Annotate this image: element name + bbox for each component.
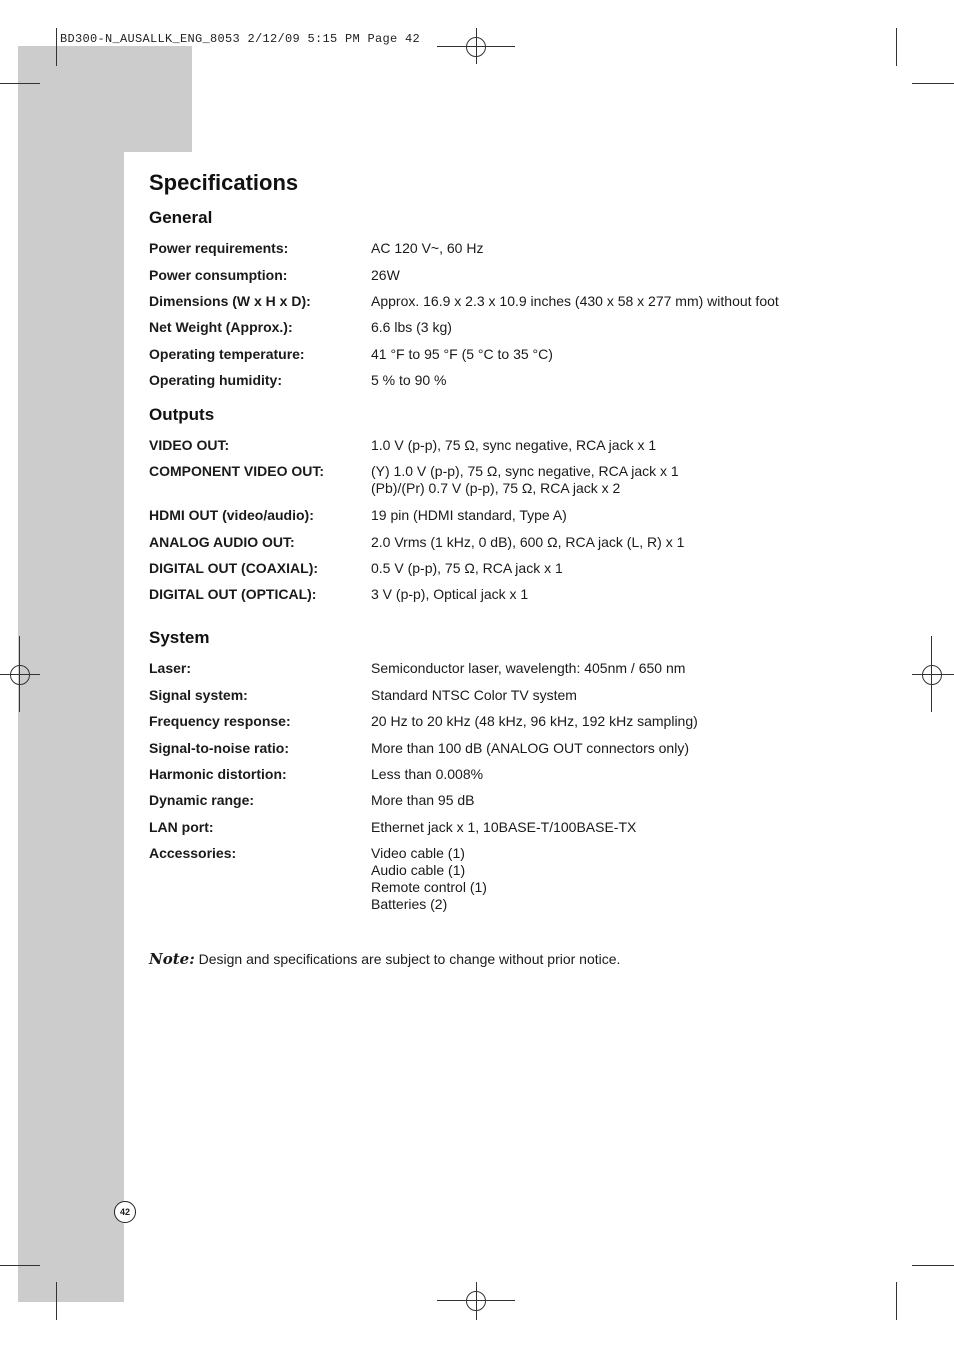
page-number: 42 <box>114 1201 136 1223</box>
spec-value <box>371 267 400 284</box>
spec-label: DIGITAL OUT (OPTICAL): <box>149 586 317 602</box>
spec-value-line: 0.5 V (p-p), 75 Ω, RCA jack x 1 <box>371 560 563 576</box>
spec-value-line: Less than 0.008% <box>371 766 484 782</box>
page-margin-band <box>18 152 124 1302</box>
spec-label: Operating humidity: <box>149 372 282 388</box>
spec-value-line: Video cable (1) <box>371 845 465 861</box>
page-margin-band-top <box>18 46 192 152</box>
spec-label: Harmonic distortion: <box>149 766 287 782</box>
spec-value <box>371 819 636 836</box>
spec-value-line: 6.6 lbs (3 kg) <box>371 319 452 335</box>
note-label: Note: <box>149 950 195 968</box>
spec-value <box>371 346 553 363</box>
spec-label: Operating temperature: <box>149 346 305 362</box>
note <box>149 950 620 968</box>
spec-value <box>371 319 452 336</box>
spec-value-line: Remote control (1) <box>371 879 487 895</box>
spec-value <box>371 792 475 809</box>
spec-value-line: More than 100 dB (ANALOG OUT connectors only) <box>371 740 689 756</box>
spec-value <box>371 463 679 497</box>
spec-value-line: (Y) 1.0 V (p-p), 75 Ω, sync negative, RCA jack x 1 <box>371 463 679 479</box>
section-title-outputs: Outputs <box>149 405 215 424</box>
note-text: Design and specifications are subject to change without prior notice. <box>198 951 621 967</box>
spec-label: VIDEO OUT: <box>149 437 230 453</box>
spec-value <box>371 740 689 757</box>
section-title-system: System <box>149 628 210 647</box>
spec-label: Power consumption: <box>149 267 288 283</box>
spec-value-line: Approx. 16.9 x 2.3 x 10.9 inches (430 x 58 x 277 mm) without foot <box>371 293 779 309</box>
spec-label: Dimensions (W x H x D): <box>149 293 311 309</box>
spec-value <box>371 766 483 783</box>
spec-value <box>371 240 483 257</box>
spec-value-line: Standard NTSC Color TV system <box>371 687 577 703</box>
page-title: Specifications <box>149 170 299 195</box>
spec-label: Dynamic range: <box>149 792 255 808</box>
spec-label: Net Weight (Approx.): <box>149 319 293 335</box>
spec-value-line: 19 pin (HDMI standard, Type A) <box>371 507 567 523</box>
spec-value <box>371 437 656 454</box>
spec-label: LAN port: <box>149 819 214 835</box>
spec-value <box>371 507 567 524</box>
spec-label: Accessories: <box>149 845 237 861</box>
spec-label: Signal system: <box>149 687 248 703</box>
spec-value <box>371 560 563 577</box>
spec-value-line: AC 120 V~, 60 Hz <box>371 240 484 256</box>
spec-value-line: 1.0 V (p-p), 75 Ω, sync negative, RCA jack x 1 <box>371 437 657 453</box>
spec-label: Frequency response: <box>149 713 291 729</box>
spec-value <box>371 293 779 310</box>
spec-value-line: Batteries (2) <box>371 896 448 912</box>
spec-value <box>371 660 685 677</box>
spec-value-line: 2.0 Vrms (1 kHz, 0 dB), 600 Ω, RCA jack (L, R) x 1 <box>371 534 685 550</box>
spec-label: ANALOG AUDIO OUT: <box>149 534 295 550</box>
spec-value-line: More than 95 dB <box>371 792 475 808</box>
spec-value-line: Audio cable (1) <box>371 862 466 878</box>
spec-value <box>371 687 577 704</box>
spec-label: DIGITAL OUT (COAXIAL): <box>149 560 319 576</box>
print-slug: BD300-N_AUSALLK_ENG_8053 2/12/09 5:15 PM Page 42 <box>60 32 421 46</box>
spec-value-line: Ethernet jack x 1, 10BASE-T/100BASE-TX <box>371 819 637 835</box>
spec-label: COMPONENT VIDEO OUT: <box>149 463 325 479</box>
spec-value-line: 3 V (p-p), Optical jack x 1 <box>371 586 529 602</box>
spec-label: Power requirements: <box>149 240 289 256</box>
spec-value <box>371 713 698 730</box>
spec-label: HDMI OUT (video/audio): <box>149 507 314 523</box>
spec-value <box>371 586 528 603</box>
spec-label: Laser: <box>149 660 192 676</box>
spec-value-line: 26W <box>371 267 400 283</box>
spec-label: Signal-to-noise ratio: <box>149 740 289 756</box>
spec-value-line: 20 Hz to 20 kHz (48 kHz, 96 kHz, 192 kHz sampling) <box>371 713 698 729</box>
spec-value-line: Semiconductor laser, wavelength: 405nm / 650 nm <box>371 660 686 676</box>
spec-value-line: 41 °F to 95 °F (5 °C to 35 °C) <box>371 346 553 362</box>
spec-value-line: 5 % to 90 % <box>371 372 447 388</box>
spec-value <box>371 372 447 389</box>
section-title-general: General <box>149 208 213 227</box>
spec-value-line: (Pb)/(Pr) 0.7 V (p-p), 75 Ω, RCA jack x 2 <box>371 480 621 496</box>
spec-value <box>371 534 684 551</box>
spec-value <box>371 845 487 913</box>
